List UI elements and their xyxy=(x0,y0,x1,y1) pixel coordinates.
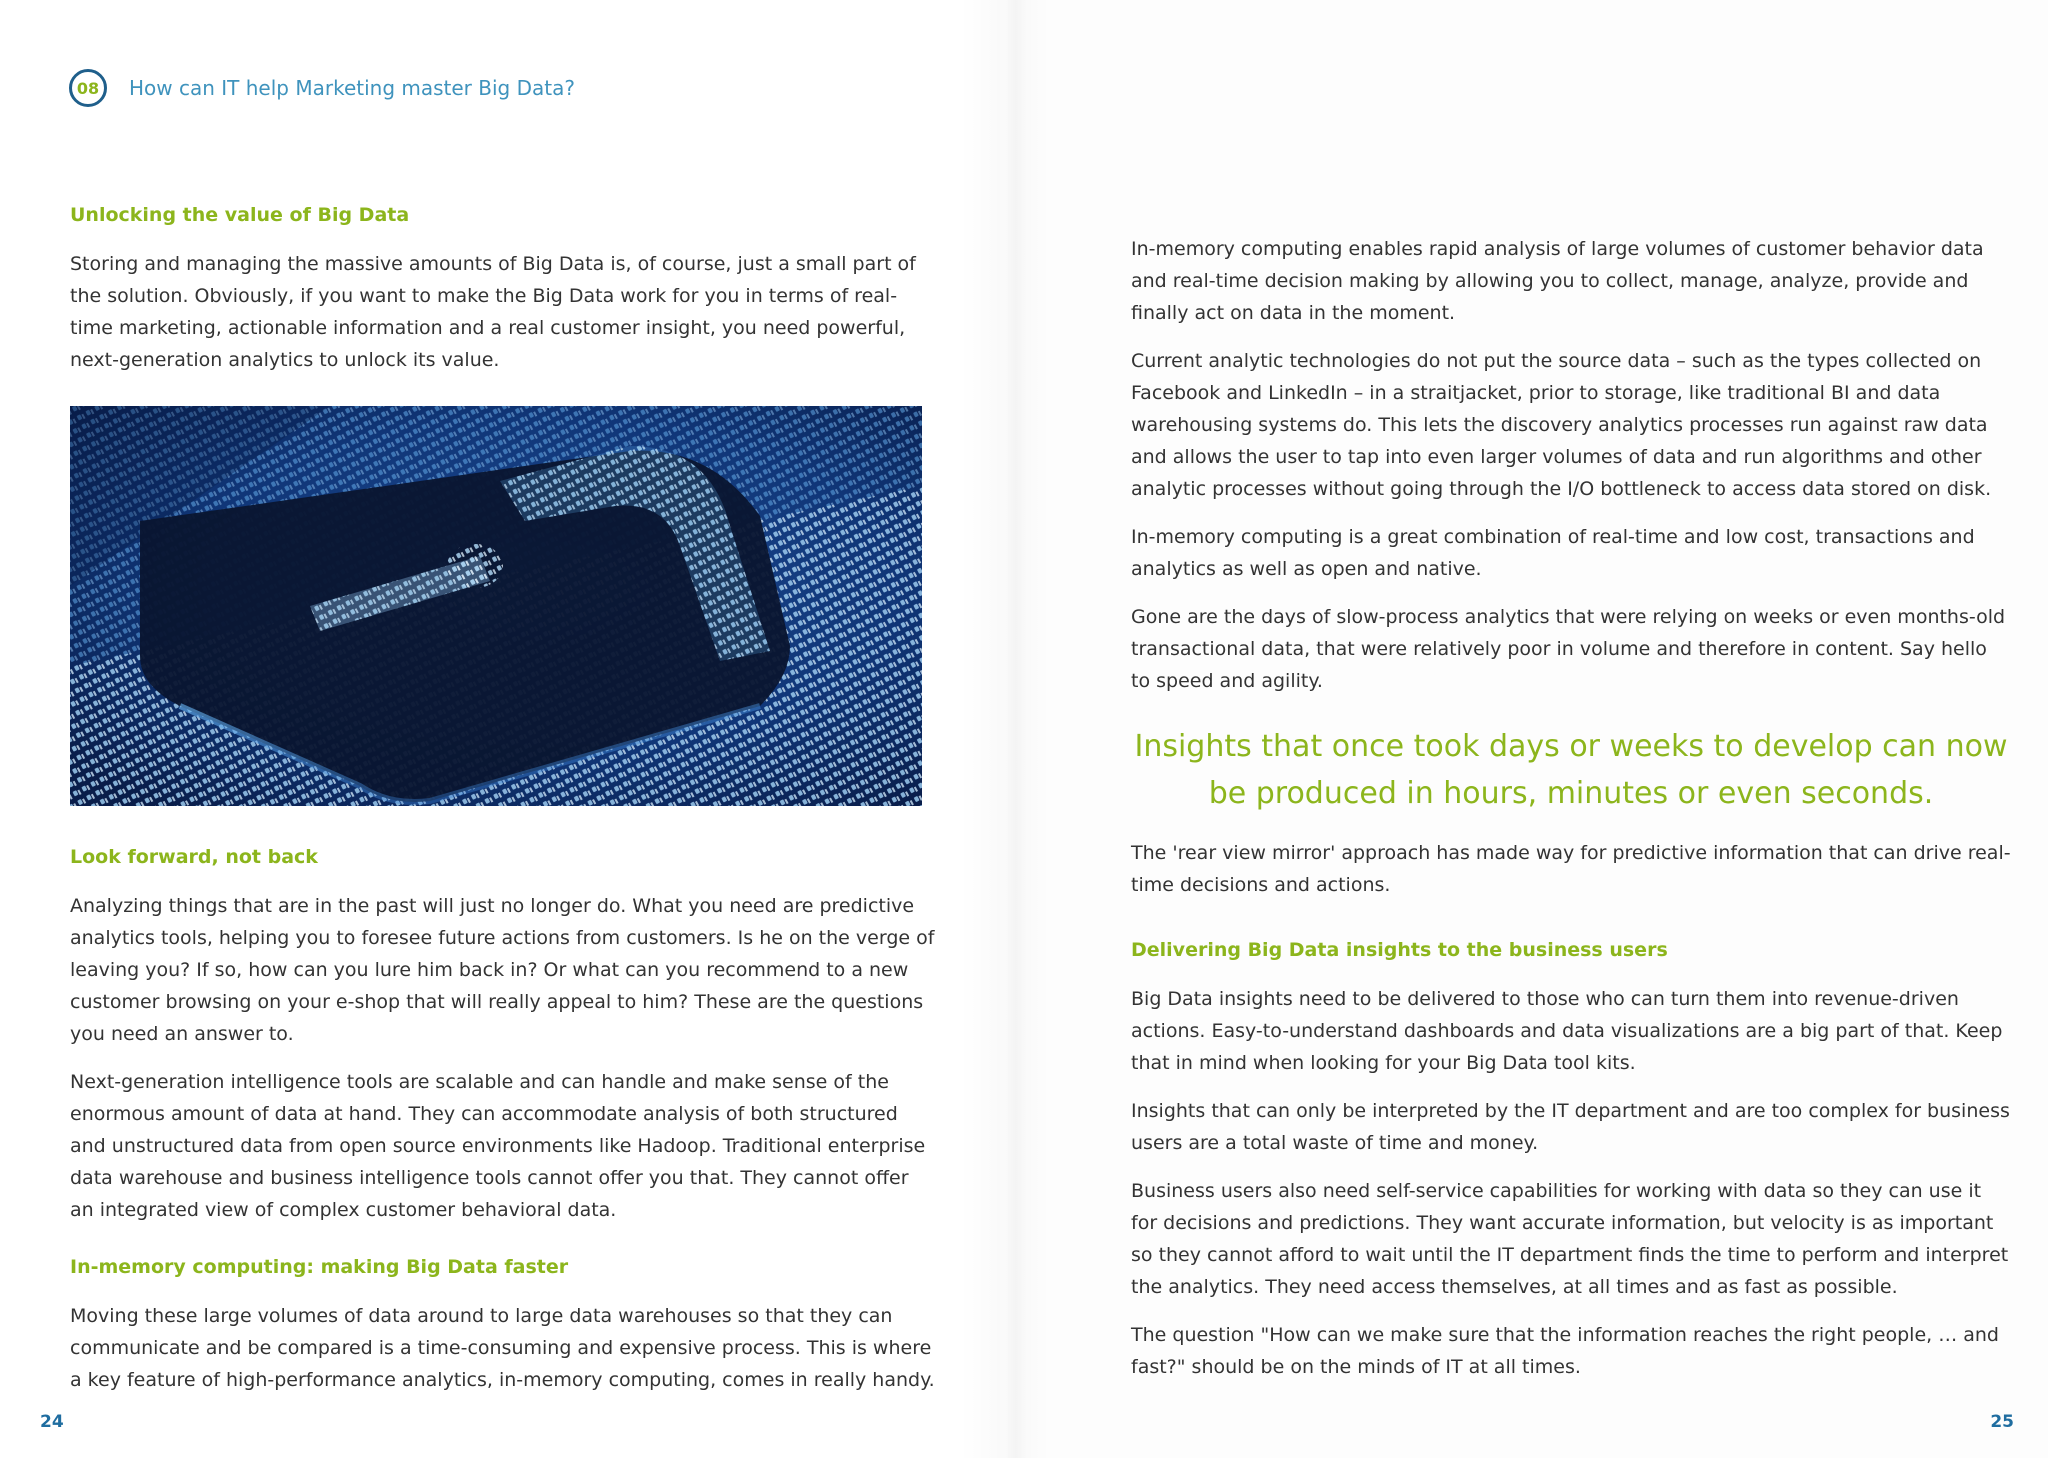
paragraph: Big Data insights need to be delivered to those who can turn them into revenue-driven actions. Easy-to-understand dashboards and data visualizations are a big part of that. Keep that in mind when looking for your Big Data tool kits. xyxy=(1131,988,2003,1074)
right-column xyxy=(1131,233,2011,1399)
paragraph: Current analytic technologies do not put the source data – such as the types collected on Facebook and LinkedIn – in a straitjacket, prior to storage, like traditional BI and data warehousing systems do. This lets the discovery analytics processes run against raw data and allows the user to tap into even larger volumes of data and run algorithms and other analytic processes without going through the I/O bottleneck to access data stored on disk. xyxy=(1131,350,1992,500)
paragraph: The 'rear view mirror' approach has made way for predictive information that can drive real-time decisions and actions. xyxy=(1131,842,2011,896)
chapter-number-badge: 08 xyxy=(69,69,107,107)
pull-quote: Insights that once took days or weeks to develop can now be produced in hours, minutes or even seconds. xyxy=(1134,729,2008,811)
section-heading-delivering-insights: Delivering Big Data insights to the business users xyxy=(1131,939,1668,961)
paragraph: Insights that can only be interpreted by the IT department and are too complex for business users are a total waste of time and money. xyxy=(1131,1100,2010,1154)
left-column xyxy=(70,202,938,1396)
paragraph: In-memory computing enables rapid analysis of large volumes of customer behavior data and real-time decision making by allowing you to collect, manage, analyze, provide and finally act on data in the moment. xyxy=(1131,238,1984,324)
padlock-icon xyxy=(70,406,922,806)
section-heading-in-memory-computing: In-memory computing: making Big Data faster xyxy=(70,1256,569,1278)
paragraph: Business users also need self-service capabilities for working with data so they can use it for decisions and predictions. They want accurate information, but velocity is as important so they cannot afford to wait until the IT department finds the time to perform and interpret the analytics. They need access themselves, at all times and as fast as possible. xyxy=(1131,1180,2009,1298)
paragraph: Next-generation intelligence tools are scalable and can handle and make sense of the enormous amount of data at hand. They can accommodate analysis of both structured and unstructured data from open source environments like Hadoop. Traditional enterprise data warehouse and business intelligence tools cannot offer you that. They cannot offer an integrated view of complex customer behavioral data. xyxy=(70,1071,926,1221)
paragraph: The question "How can we make sure that the information reaches the right people, … and fast?" should be on the minds of IT at all times. xyxy=(1131,1324,1999,1378)
paragraph: Gone are the days of slow-process analytics that were relying on weeks or even months-old transactional data, that were relatively poor in volume and therefore in content. Say hello to speed and agility. xyxy=(1131,606,2006,692)
page-gutter-shadow xyxy=(960,0,1050,1458)
section-heading-look-forward: Look forward, not back xyxy=(70,846,318,868)
page-number-right: 25 xyxy=(1990,1412,2014,1432)
chapter-title: How can IT help Marketing master Big Data? xyxy=(129,76,575,100)
paragraph: Analyzing things that are in the past will just no longer do. What you need are predictive analytics tools, helping you to foresee future actions from customers. Is he on the verge of leaving you? If so, how can you lure him back in? Or what can you recommend to a new customer browsing on your e-shop that will really appeal to him? These are the questions you need an answer to. xyxy=(70,895,935,1045)
paragraph: In-memory computing is a great combination of real-time and low cost, transactions and analytics as well as open and native. xyxy=(1131,526,1975,580)
paragraph: Storing and managing the massive amounts of Big Data is, of course, just a small part of the solution. Obviously, if you want to make the Big Data work for you in terms of real-time marketing, actionable information and a real customer insight, you need powerful, next-generation analytics to unlock its value. xyxy=(70,253,916,371)
section-heading-unlocking-value: Unlocking the value of Big Data xyxy=(70,204,410,226)
padlock-binary-code-image xyxy=(70,406,922,806)
page-number-left: 24 xyxy=(40,1412,64,1432)
paragraph: Moving these large volumes of data around to large data warehouses so that they can communicate and be compared is a time-consuming and expensive process. This is where a key feature of high-performance analytics, in-memory computing, comes in really handy. xyxy=(70,1305,935,1391)
